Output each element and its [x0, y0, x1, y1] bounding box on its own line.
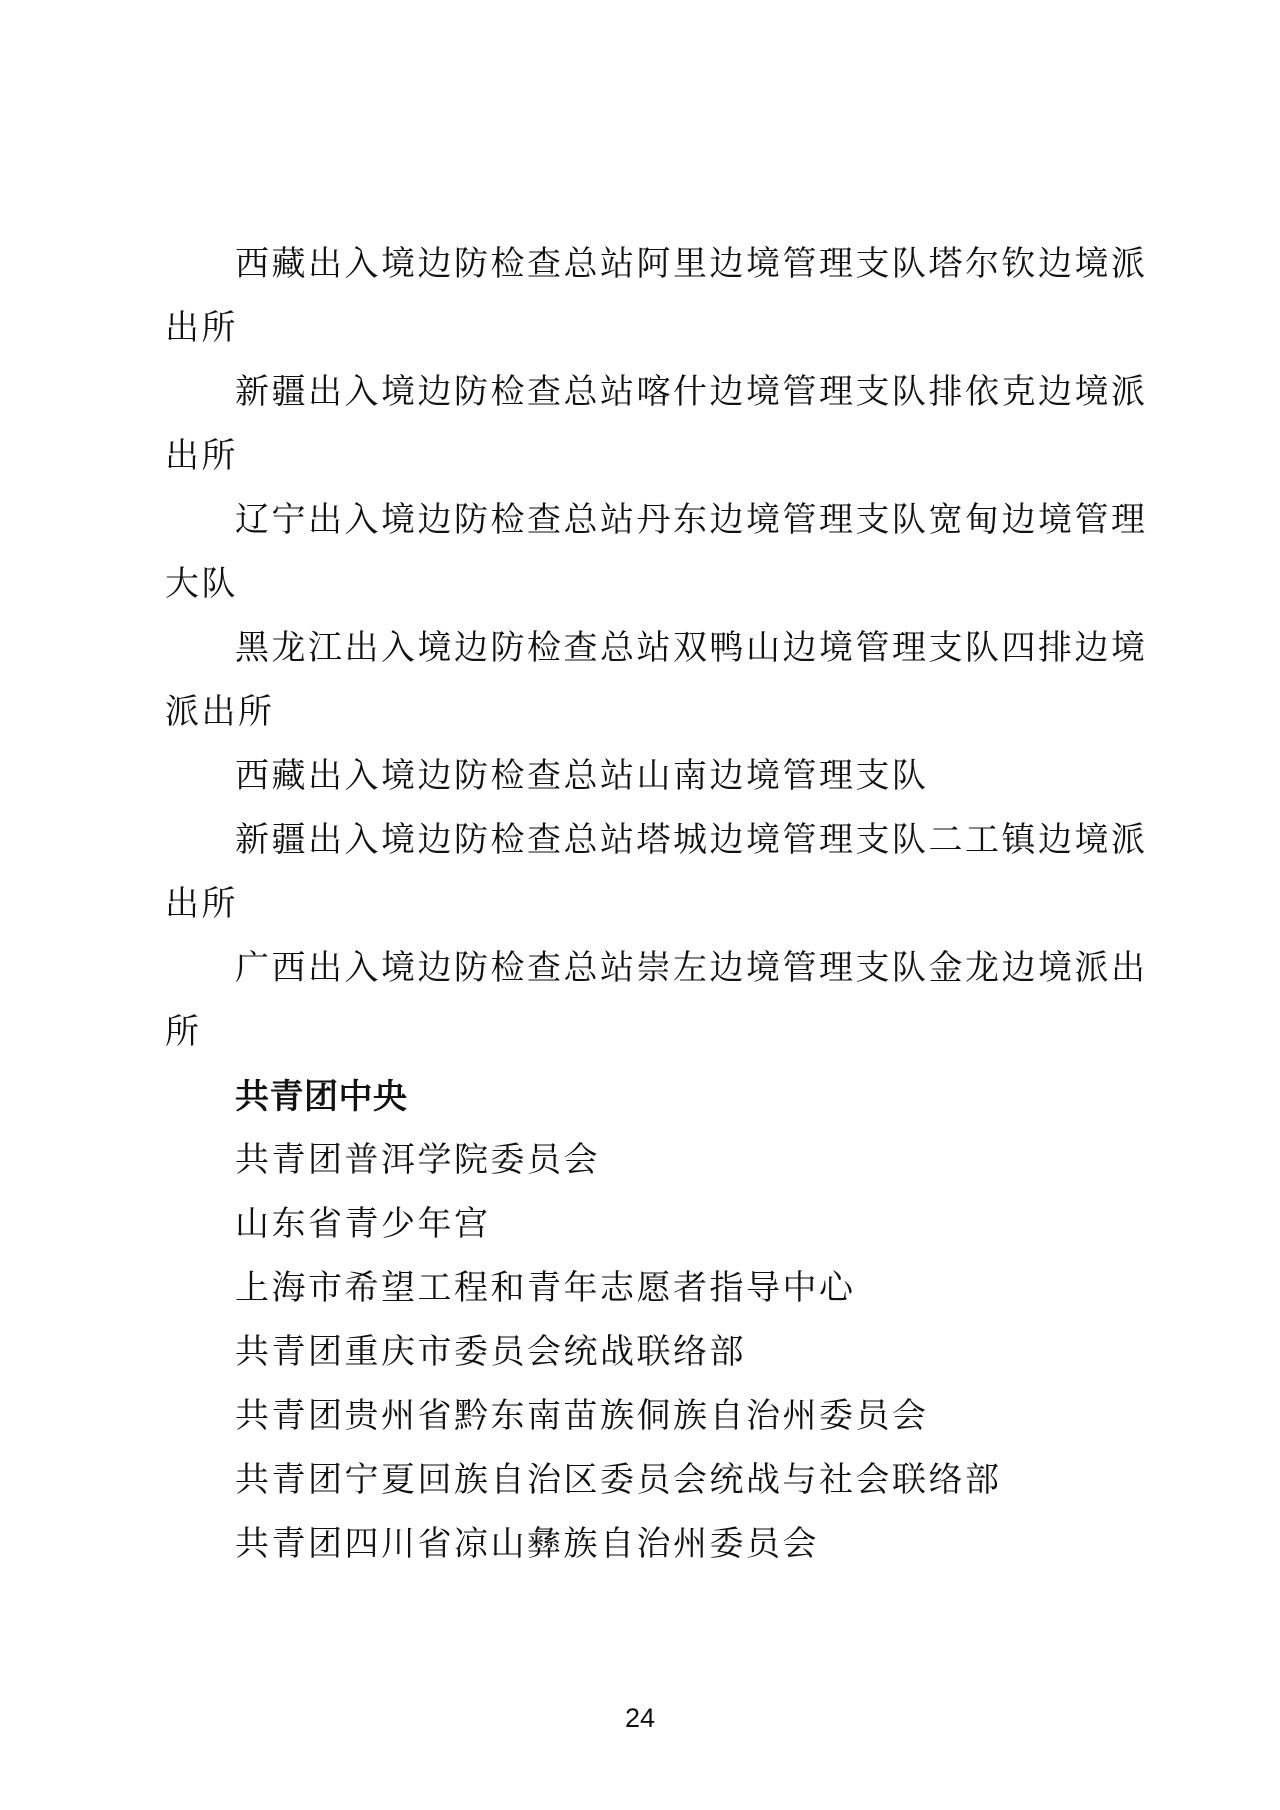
org-list-paragraph: 黑龙江出入境边防检查总站双鸭山边境管理支队四排边境派出所 — [165, 630, 1148, 731]
org-list-paragraph: 新疆出入境边防检查总站塔城边境管理支队二工镇边境派出所 — [165, 822, 1148, 923]
org-list-paragraph: 西藏出入境边防检查总站山南边境管理支队 — [235, 758, 929, 795]
org-list-paragraph: 共青团普洱学院委员会 — [235, 1142, 600, 1179]
org-list-paragraph: 西藏出入境边防检查总站阿里边境管理支队塔尔钦边境派出所 — [165, 246, 1148, 347]
page-number: 24 — [624, 1703, 656, 1733]
org-list-paragraph: 山东省青少年宫 — [235, 1206, 491, 1243]
text-block — [165, 233, 1165, 1577]
section-heading: 共青团中央 — [235, 1078, 408, 1116]
org-list-paragraph: 共青团四川省凉山彝族自治州委员会 — [235, 1526, 819, 1563]
org-list-paragraph: 辽宁出入境边防检查总站丹东边境管理支队宽甸边境管理大队 — [165, 502, 1148, 603]
org-list-paragraph: 上海市希望工程和青年志愿者指导中心 — [235, 1270, 856, 1307]
org-list-paragraph: 共青团重庆市委员会统战联络部 — [235, 1334, 746, 1371]
org-list-paragraph: 共青团贵州省黔东南苗族侗族自治州委员会 — [235, 1398, 929, 1435]
org-list-paragraph: 新疆出入境边防检查总站喀什边境管理支队排依克边境派出所 — [165, 374, 1148, 475]
org-list-paragraph: 共青团宁夏回族自治区委员会统战与社会联络部 — [235, 1462, 1002, 1499]
org-list-paragraph: 广西出入境边防检查总站崇左边境管理支队金龙边境派出所 — [165, 950, 1148, 1051]
